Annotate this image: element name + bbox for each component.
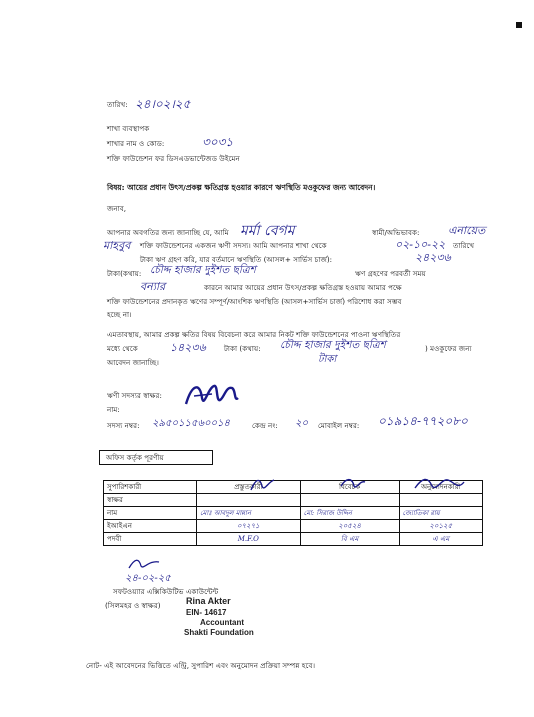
mobile-label: মোবাইল নম্বর: [318, 421, 360, 430]
table-cell: এ এম [399, 533, 483, 546]
table-header: সুপারিশকারী [104, 481, 197, 494]
member-signature [182, 378, 242, 412]
loan-date: ০২-১০-২২ [395, 238, 446, 251]
member-name: মর্মা বেগম [240, 223, 295, 239]
table-cell: জ্যোতিকা রায় [399, 507, 483, 520]
body-line-1: আপনার অবগতির জন্য জানাচ্ছি যে, আমি [107, 228, 229, 237]
request-line-3: আবেদন জানাচ্ছি। [107, 358, 159, 367]
amount-in-words: চৌদ্দ হাজার দুইশত ছত্রিশ [150, 264, 256, 276]
table-cell: বি এম [300, 533, 399, 546]
subject: বিষয়: আয়ের প্রধান উৎস/প্রকল্প ক্ষতিগ্রস্ত হওয়ার কারণে ঋণস্থিতি মওকুফের জন্য আবেদন। [107, 183, 376, 192]
table-cell: ২০১২৫ [399, 520, 483, 533]
body-line-5: কারনে আমার আয়ের প্রধান উৎস/প্রকল্প ক্ষতিগ্রস্ত হওয়ায় আমার পক্ষে [204, 283, 402, 292]
table-header: প্রস্তুতকারী [197, 481, 301, 494]
body-line-3: টাকা ঋণ গ্রহণ করি, যার বর্তমানে ঋণস্থিতি (আসল+ সার্ভিস চার্জ): [140, 255, 333, 264]
member-number-label: সদস্য নম্বর: [107, 421, 140, 430]
stamp-ein: EIN- 14617 [186, 608, 227, 617]
footnote: নোট- এই আবেদনের ভিত্তিতে এন্ট্রি, সুপারিশ এবং অনুমোদন প্রক্রিয়া সম্পন্ন হবে। [86, 661, 316, 670]
date-word: তারিখে [453, 241, 475, 250]
table-header: বিবেচক [300, 481, 399, 494]
body-line-6: শক্তি ফাউন্ডেশনের প্রদানকৃত ঋণের সম্পূর্ণ/আংশিক ঋণস্থিতি (আসল+সার্ভিস চার্জ) পরিশোধ করা সম্ভব [107, 297, 402, 306]
accountant-date: ২৪-০২-২৫ [125, 573, 171, 584]
table-header: অনুমোদনকারী [399, 481, 483, 494]
table-cell: ২০৫২৪ [300, 520, 399, 533]
husband-name: এনায়েত [448, 224, 486, 237]
center-label: কেন্দ্র নং: [252, 421, 278, 430]
accountant-initial [125, 556, 165, 572]
reviewer-signature [338, 474, 368, 492]
request-line-2c: ) মওকুফের জন্য [425, 344, 472, 353]
request-line-1: এমতাবস্থায়, আমার প্রকল্প ক্ষতির বিষয় বিবেচনা করে আমার নিকট শক্তি ফাউন্ডেশনের পাওনা ঋণস্থিতির [107, 330, 401, 339]
accountant-sub: (সিলমহর ও স্বাক্ষর) [105, 601, 161, 610]
husband-name-cont: মাহবুব [103, 239, 131, 252]
table-row [104, 520, 483, 533]
table-cell [399, 494, 483, 507]
body-line-4b: ঋণ গ্রহণের পরবর্তী সময় [355, 269, 426, 278]
preparer-signature [248, 476, 278, 494]
center-number: ২০ [295, 418, 309, 429]
loss-reason: বন্যার [140, 280, 166, 293]
waiver-amount: ১৪২৩৬ [170, 341, 206, 354]
branch-label: শাখার নাম ও কোড: [107, 139, 165, 148]
org-line: শক্তি ফাউন্ডেশন ফর ডিসএডভান্টেজড উইমেন [107, 154, 240, 163]
office-use-box [99, 450, 213, 465]
row-label: ইআইএন [104, 520, 197, 533]
table-row [104, 494, 483, 507]
approver-signature [412, 474, 468, 494]
table-cell: M.F.O [197, 533, 301, 546]
husband-label: স্বামী/অভিভাবক: [372, 228, 420, 237]
accountant-title: সফটওয়্যার এক্সিকিউটিভ একাউন্টেন্ট [113, 587, 219, 596]
salutation: জনাব, [107, 204, 127, 213]
body-line-4: টাকা(কথায়: [107, 269, 142, 278]
stamp-org: Shakti Foundation [184, 628, 254, 637]
addressee: শাখা ব্যবস্থাপক [107, 124, 150, 133]
body-line-7: হচ্ছে না। [107, 310, 132, 319]
branch-value: ৩০৩১ [202, 135, 234, 149]
body-line-2: শক্তি ফাউন্ডেশনের একজন ঋণী সদস্য। আমি আপনার শাখা থেকে [140, 241, 327, 250]
stamp-name: Rina Akter [186, 596, 231, 606]
waiver-words-cont: টাকা [318, 354, 337, 365]
mobile-number: ০১৯১৪-৭৭২০৮০ [378, 414, 468, 428]
table-cell [300, 494, 399, 507]
table-row [104, 533, 483, 546]
table-cell: মোঃ আবদুল মান্নান [197, 507, 301, 520]
date-label: তারিখ: [107, 100, 128, 109]
row-label: নাম [104, 507, 197, 520]
date-value: ২৪।০২।২৫ [135, 97, 191, 111]
row-label: স্বাক্ষর [104, 494, 197, 507]
table-cell: ০৭২৭১ [197, 520, 301, 533]
table-cell: মো: সিরাজ উদ্দিন [300, 507, 399, 520]
request-line-2a: মধ্যে থেকে [107, 344, 138, 353]
office-use-label: অফিস কর্তৃক পূরণীয় [106, 453, 164, 462]
loan-balance: ২৪২৩৬ [415, 251, 451, 264]
waiver-amount-words: চৌদ্দ হাজার দুইশত ছত্রিশ [280, 339, 386, 351]
member-number: ২৯৫০১১৫৬০০১৪ [152, 418, 230, 429]
row-label: পদবী [104, 533, 197, 546]
table-row [104, 507, 483, 520]
request-line-2b: টাকা (কথায়: [224, 344, 261, 353]
member-sign-label: ঋণী সদস্যর স্বাক্ষর: [107, 391, 162, 400]
member-name-label: নাম: [107, 405, 120, 414]
stamp-role: Accountant [200, 618, 244, 627]
table-cell [197, 494, 301, 507]
corner-mark [516, 22, 522, 28]
